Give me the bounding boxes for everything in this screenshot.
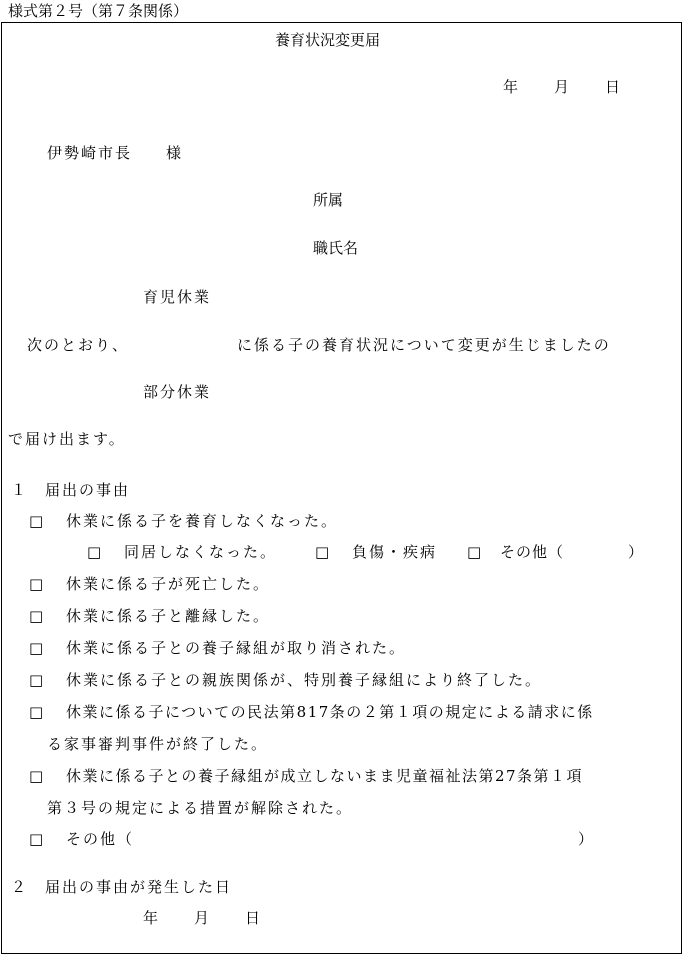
checkbox-icon[interactable]: □ xyxy=(29,639,44,657)
submission-date: 年 月 日 xyxy=(503,78,623,96)
reason-3 xyxy=(29,608,270,625)
reason-label: その他（ xyxy=(65,830,134,848)
checkbox-icon[interactable]: □ xyxy=(29,575,44,593)
reason-label: 休業に係る子が死亡した。 xyxy=(65,575,270,593)
reason-8-close: ） xyxy=(578,830,594,848)
reason-8 xyxy=(29,831,134,848)
body-text-suffix: に係る子の養育状況について変更が生じましたの xyxy=(237,336,611,354)
checkbox-icon[interactable]: □ xyxy=(29,512,44,530)
reason-label: 休業に係る子と離縁した。 xyxy=(65,607,270,625)
reason-label: 休業に係る子を養育しなくなった。 xyxy=(65,512,338,530)
checkbox-icon[interactable]: □ xyxy=(315,543,330,561)
reason-label: 休業に係る子についての民法第817条の２第１項の規定による請求に係 xyxy=(65,703,594,721)
reason-sub-label: 負傷・疾病 xyxy=(351,543,437,561)
reason-sub-label: 同居しなくなった。 xyxy=(123,543,277,561)
reason-2 xyxy=(29,576,270,593)
checkbox-icon[interactable]: □ xyxy=(29,830,44,848)
reason-5 xyxy=(29,672,542,689)
reason-label: 休業に係る子との親族関係が、特別養子縁組により終了した。 xyxy=(65,671,542,689)
checkbox-icon[interactable]: □ xyxy=(467,543,482,561)
document-title: 養育状況変更届 xyxy=(275,31,381,49)
reason-6-continued: る家事審判事件が終了した。 xyxy=(47,735,269,753)
reason-4 xyxy=(29,640,406,657)
reason-7-continued: 第３号の規定による措置が解除された。 xyxy=(47,799,354,817)
section-1-heading: １ 届出の事由 xyxy=(11,481,131,499)
reason-label: 休業に係る子との養子縁組が取り消された。 xyxy=(65,639,406,657)
body-text-line-2: で届け出ます。 xyxy=(8,430,126,448)
checkbox-icon[interactable]: □ xyxy=(29,767,44,785)
checkbox-icon[interactable]: □ xyxy=(29,671,44,689)
reason-1-sub-2 xyxy=(315,544,437,561)
checkbox-icon[interactable]: □ xyxy=(29,703,44,721)
section-2-heading: ２ 届出の事由が発生した日 xyxy=(11,878,233,896)
checkbox-icon[interactable]: □ xyxy=(29,607,44,625)
reason-1-sub-3 xyxy=(467,544,644,561)
addressee: 伊勢崎市長 様 xyxy=(47,144,184,162)
reason-1 xyxy=(29,513,338,530)
reason-label: 休業に係る子との養子縁組が成立しないまま児童福祉法第27条第１項 xyxy=(65,767,584,785)
checkbox-icon[interactable]: □ xyxy=(87,543,102,561)
leave-option-childcare: 育児休業 xyxy=(143,288,212,306)
form-number: 様式第２号（第７条関係） xyxy=(8,2,189,20)
body-text-prefix: 次のとおり、 xyxy=(27,336,130,354)
reason-6 xyxy=(29,704,594,721)
reason-7 xyxy=(29,768,583,785)
leave-option-partial: 部分休業 xyxy=(143,383,212,401)
reason-sub-label: その他（ ） xyxy=(499,543,644,561)
event-date: 年 月 日 xyxy=(143,909,263,927)
affiliation-label: 所属 xyxy=(313,191,344,209)
reason-1-sub-1 xyxy=(87,544,277,561)
name-label: 職氏名 xyxy=(313,239,359,257)
